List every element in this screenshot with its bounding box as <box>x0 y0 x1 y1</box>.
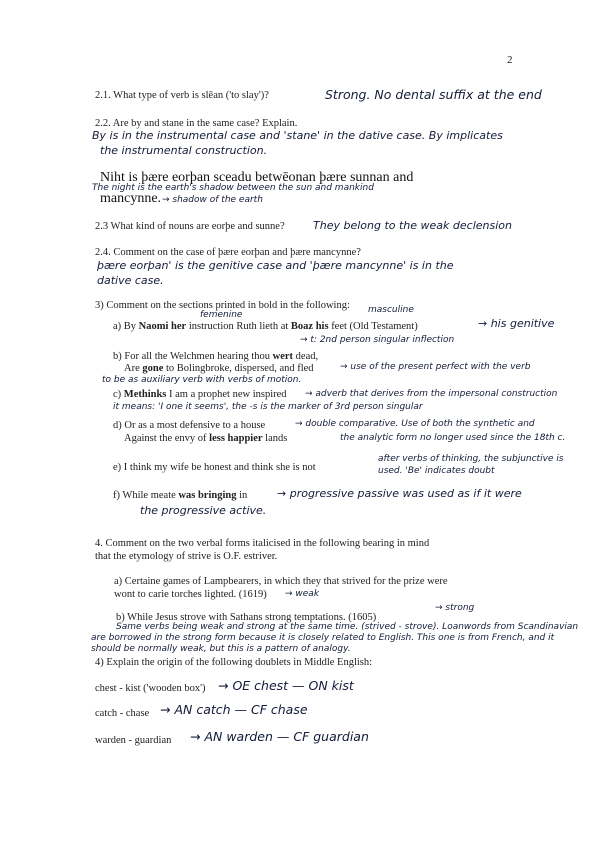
question-2-2: 2.2. Are by and stane in the same case? Explain. <box>95 118 298 129</box>
question-4-doublets: 4) Explain the origin of the following doublets in Middle English: <box>95 657 373 668</box>
note-weak: → weak <box>285 589 320 599</box>
item-b-line2: Are gone to Bolingbroke, dispersed, and fled <box>124 363 314 374</box>
answer-2-4-line1: þære eorþan' is the genitive case and 'þære mancynne' is in the <box>97 259 454 272</box>
example-a-line1: a) Certaine games of Lampbearers, in which they that strived for the prize were <box>114 576 448 587</box>
question-4-line2: that the etymology of strive is O.F. estriver. <box>95 551 278 562</box>
note-b-line1: → use of the present perfect with the verb <box>340 362 531 372</box>
old-english-passage-line2: mancynne. <box>100 191 162 206</box>
note-c-line2: it means: 'I one it seems', the -s is the marker of 3rd person singular <box>113 402 423 412</box>
note-strong: → strong <box>435 603 475 613</box>
item-c: c) Methinks I am a prophet new inspired <box>113 389 287 400</box>
note-feminine: femenine <box>200 310 243 320</box>
note-4-line3: should be normally weak, but this is a pattern of analogy. <box>91 644 351 654</box>
note-a-genitive: → his genitive <box>478 317 555 330</box>
answer-2-1: Strong. No dental suffix at the end <box>325 87 542 102</box>
item-d-line2: Against the envy of less happier lands <box>124 433 288 444</box>
page-number: 2 <box>507 54 513 66</box>
item-e: e) I think my wife be honest and think she is not <box>113 462 316 473</box>
doublet-catch: catch - chase <box>95 708 150 719</box>
question-4-line1: 4. Comment on the two verbal forms italicised in the following bearing in mind <box>95 538 430 549</box>
note-c-line1: → adverb that derives from the impersonal construction <box>305 389 558 399</box>
note-4-line2: are borrowed in the strong form because it is closely related to English. This one is from French, and it <box>91 633 555 643</box>
note-4-line1: Same verbs being weak and strong at the same time. (strived - strove). Loanwords from Scandinavian <box>116 622 579 632</box>
doublet-warden: warden - guardian <box>95 735 172 746</box>
answer-2-3: They belong to the weak declension <box>313 219 512 232</box>
old-english-passage-line1: Niht is þære eorþan sceadu betwēonan þære sunnan and <box>100 170 414 185</box>
passage-translation: The night is the earth's shadow between the sun and mankind <box>92 183 374 193</box>
answer-warden: → AN warden — CF guardian <box>190 729 369 744</box>
note-f-line2: the progressive active. <box>140 504 267 517</box>
item-d-line1: d) Or as a most defensive to a house <box>113 420 266 431</box>
item-b-line1: b) For all the Welchmen hearing thou wert dead, <box>113 351 319 362</box>
question-2-4: 2.4. Comment on the case of þære eorþan and þære mancynne? <box>95 247 361 258</box>
note-f-line1: → progressive passive was used as if it were <box>277 487 522 500</box>
item-f: f) While meate was bringing in <box>113 490 248 501</box>
note-b-line2: to be as auxiliary verb with verbs of motion. <box>102 375 302 385</box>
doublet-chest: chest - kist ('wooden box') <box>95 683 206 694</box>
note-d-line2: the analytic form no longer used since the 18th c. <box>340 433 566 443</box>
note-d-line1: → double comparative. Use of both the synthetic and <box>295 419 535 429</box>
note-masculine: masculine <box>368 305 414 315</box>
note-e-line1: after verbs of thinking, the subjunctive is <box>378 454 564 464</box>
shadow-gloss: → shadow of the earth <box>162 195 263 205</box>
note-e-line2: used. 'Be' indicates doubt <box>378 466 495 476</box>
note-a-person: → t: 2nd person singular inflection <box>300 335 455 345</box>
answer-2-2-line2: the instrumental construction. <box>100 144 268 157</box>
answer-2-4-line2: dative case. <box>97 274 164 287</box>
answer-chest: → OE chest — ON kist <box>218 678 354 693</box>
item-a: a) By Naomi her instruction Ruth lieth at Boaz his feet (Old Testament) <box>113 321 418 332</box>
answer-catch: → AN catch — CF chase <box>160 702 308 717</box>
question-3: 3) Comment on the sections printed in bold in the following: <box>95 300 350 311</box>
answer-2-2-line1: By is in the instrumental case and 'stane' in the dative case. By implicates <box>92 129 503 142</box>
example-a-line2: wont to carie torches lighted. (1619) <box>114 589 267 600</box>
question-2-1: 2.1. What type of verb is slēan ('to slay')? <box>95 90 269 101</box>
question-2-3: 2.3 What kind of nouns are eorþe and sunne? <box>95 221 285 232</box>
example-b: b) While Jesus strove with Sathans strong temptations. (1605) <box>116 612 377 623</box>
